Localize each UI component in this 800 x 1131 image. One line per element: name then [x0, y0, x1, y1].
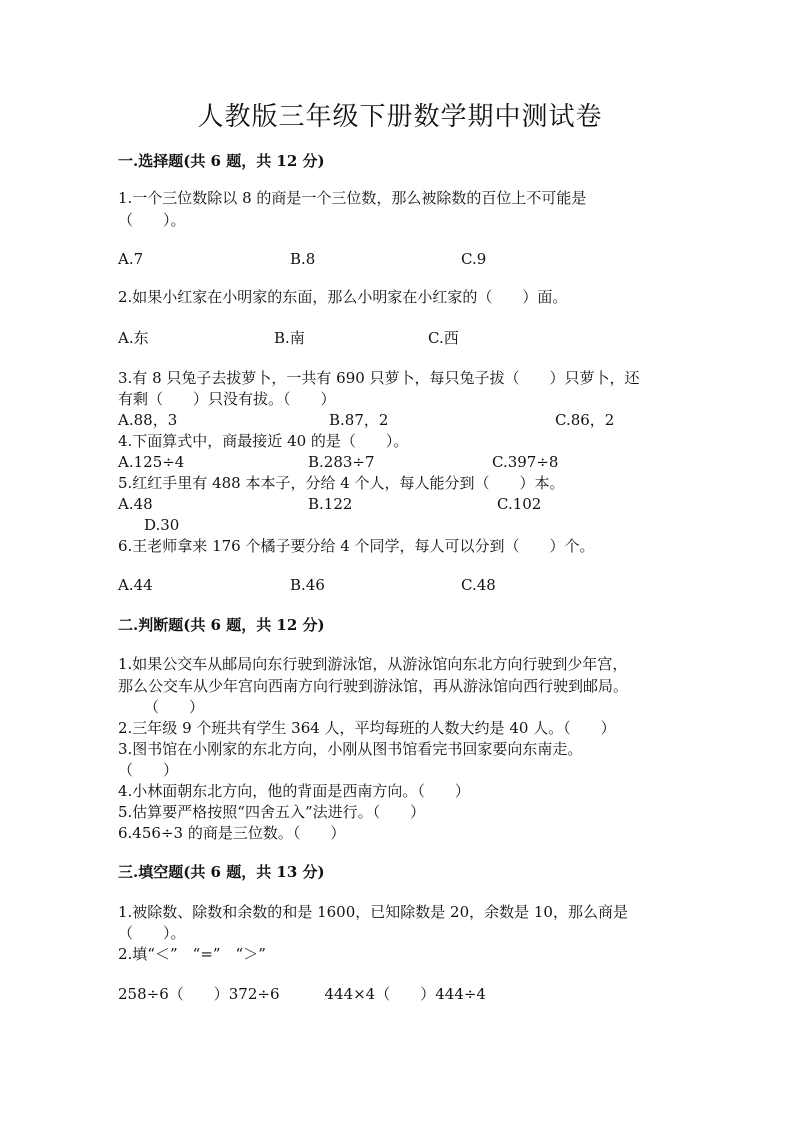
question-line: 2.填“＜” “=” “＞”	[118, 945, 266, 963]
option-d: D.30	[144, 516, 180, 534]
option-a: A.44	[118, 576, 153, 594]
option-c: C.397÷8	[492, 453, 559, 471]
question-line: 2.三年级 9 个班共有学生 364 人，平均每班的人数大约是 40 人。（ ）	[118, 719, 616, 737]
question-line: （ ）	[144, 698, 205, 716]
exam-title: 人教版三年级下册数学期中测试卷	[197, 102, 603, 132]
question-line: （ ）。	[118, 211, 186, 229]
question-line: 3.图书馆在小刚家的东北方向，小刚从图书馆看完书回家要向东南走。	[118, 740, 583, 758]
option-b: B.283÷7	[308, 453, 375, 471]
option-b: B.46	[290, 576, 325, 594]
question-line: 6.王老师拿来 176 个橘子要分给 4 个同学，每人可以分到（ ）个。	[118, 537, 595, 555]
question-line: 4.小林面朝东北方向，他的背面是西南方向。（ ）	[118, 782, 470, 800]
option-b: B.南	[274, 329, 305, 347]
question-line: 6.456÷3 的商是三位数。（ ）	[118, 824, 346, 842]
section-heading: 二.判断题(共 6 题，共 12 分)	[118, 616, 325, 634]
option-a: A.88，3	[118, 411, 178, 429]
question-line: 258÷6（ ）372÷6 444×4（ ）444÷4	[118, 985, 486, 1003]
option-c: C.9	[461, 250, 487, 268]
option-b: B.8	[290, 250, 316, 268]
question-line: 1.一个三位数除以 8 的商是一个三位数，那么被除数的百位上不可能是	[118, 189, 587, 207]
option-a: A.48	[118, 495, 153, 513]
question-line: 4.下面算式中，商最接近 40 的是（ ）。	[118, 432, 409, 450]
option-a: A.125÷4	[118, 453, 185, 471]
question-line: 2.如果小红家在小明家的东面，那么小明家在小红家的（ ）面。	[118, 288, 568, 306]
question-line: 5.估算要严格按照“四舍五入”法进行。（ ）	[118, 803, 426, 821]
question-line: 有剩（ ）只没有拔。（ ）	[118, 390, 336, 408]
section-heading: 三.填空题(共 6 题，共 13 分)	[118, 863, 325, 881]
option-c: C.86，2	[555, 411, 615, 429]
question-line: 1.被除数、除数和余数的和是 1600，已知除数是 20，余数是 10，那么商是	[118, 903, 628, 921]
question-line: 5.红红手里有 488 本本子，分给 4 个人，每人能分到（ ）本。	[118, 474, 565, 492]
option-a: A.东	[118, 329, 149, 347]
option-c: C.西	[428, 329, 459, 347]
option-b: B.87，2	[329, 411, 389, 429]
section-heading: 一.选择题(共 6 题，共 12 分)	[118, 152, 325, 170]
question-line: 1.如果公交车从邮局向东行驶到游泳馆，从游泳馆向东北方向行驶到少年宫，	[118, 655, 628, 673]
option-b: B.122	[308, 495, 353, 513]
question-line: （ ）	[118, 761, 179, 779]
option-c: C.102	[497, 495, 542, 513]
option-a: A.7	[118, 250, 144, 268]
option-c: C.48	[461, 576, 496, 594]
question-line: 3.有 8 只兔子去拔萝卜，一共有 690 只萝卜，每只兔子拔（ ）只萝卜，还	[118, 369, 640, 387]
question-line: （ ）。	[118, 924, 186, 942]
question-line: 那么公交车从少年宫向西南方向行驶到游泳馆，再从游泳馆向西行驶到邮局。	[118, 677, 629, 695]
